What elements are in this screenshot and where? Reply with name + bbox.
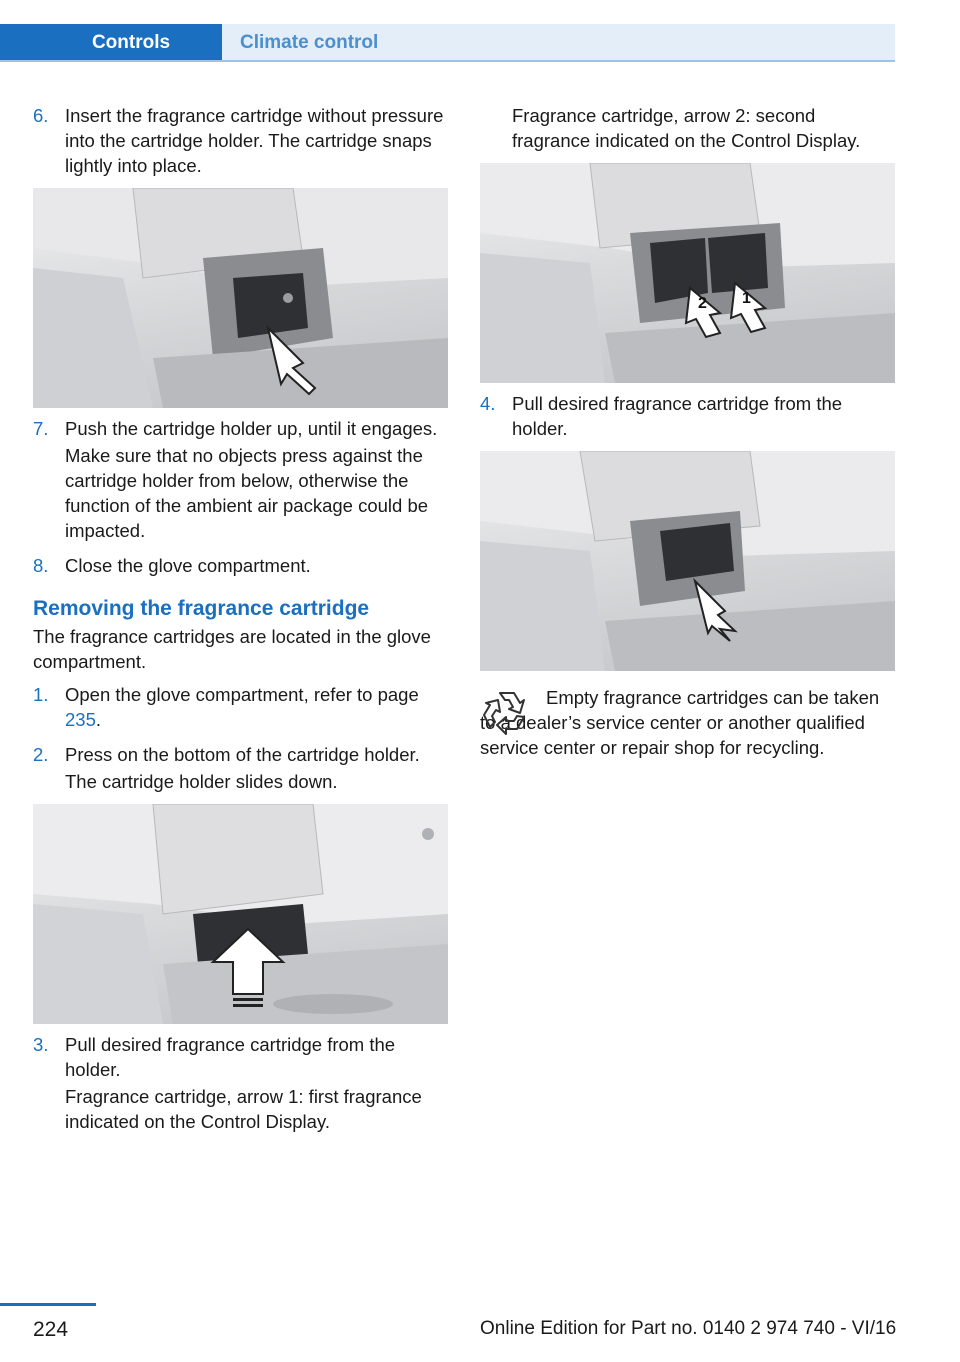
remove-step-3-continued — [480, 103, 895, 153]
step-number: 8. — [33, 555, 49, 576]
step-number: 7. — [33, 418, 49, 439]
step-number: 1. — [33, 684, 49, 705]
photo-pull-cartridge — [480, 451, 895, 671]
footer-accent-line — [0, 1303, 96, 1306]
step-text: Open the glove compartment, refer to page 235. — [65, 684, 419, 730]
header-tab-climate-control[interactable]: Climate control — [222, 24, 895, 62]
step-text: Pull desired fragrance cartridge from the holder. — [512, 393, 843, 439]
arrow-label: 2 — [698, 295, 707, 312]
header-tab-controls[interactable]: Controls — [0, 24, 222, 62]
recycling-icon — [480, 685, 534, 739]
step-6 — [33, 103, 448, 178]
photo-press-holder — [33, 804, 448, 1024]
photo-arrows-1-2 — [480, 163, 895, 383]
page-reference-link[interactable]: 235 — [65, 709, 96, 730]
page-header — [0, 0, 895, 62]
recycling-text: Empty fragrance cartridges can be taken to a dealer’s service center or another qualified service center or repair shop for recycling. — [480, 687, 880, 758]
step-text: Push the cartridge holder up, until it engages. — [65, 418, 438, 439]
step-7 — [33, 416, 448, 543]
step-note: The cartridge holder slides down. — [65, 771, 338, 792]
remove-step-2 — [33, 742, 448, 794]
arrow-label: 1 — [742, 290, 751, 307]
edition-text: Online Edition for Part no. 0140 2 974 740 - VI/16 — [480, 1318, 897, 1339]
step-number: 6. — [33, 105, 49, 126]
page-number: 224 — [33, 1318, 69, 1341]
step-number: 2. — [33, 744, 49, 765]
remove-step-3 — [33, 1032, 448, 1134]
photo-insert-cartridge — [33, 188, 448, 408]
step-8 — [33, 553, 448, 578]
step-note: Make sure that no objects press against the cartridge holder from below, otherwise the function of the ambient air package could be impacted. — [65, 445, 429, 541]
header-divider — [0, 60, 895, 62]
remove-step-4 — [480, 391, 895, 441]
recycling-note — [480, 685, 895, 760]
step-number: 4. — [480, 393, 496, 414]
step-number: 3. — [33, 1034, 49, 1055]
step-text: Press on the bottom of the cartridge holder. — [65, 744, 420, 765]
step-note: Fragrance cartridge, arrow 1: first fragrance indicated on the Control Display. — [65, 1086, 422, 1132]
remove-step-1 — [33, 682, 448, 732]
step-text: Close the glove compartment. — [65, 555, 311, 576]
section-title: Removing the fragrance cartridge — [33, 597, 370, 620]
step-text: Insert the fragrance cartridge without pressure into the cartridge holder. The cartridge snaps lightly into place. — [65, 105, 444, 176]
left-column — [33, 103, 448, 1136]
right-column — [480, 103, 895, 760]
section-intro: The fragrance cartridges are located in the glove compartment. — [33, 626, 431, 672]
step-note: Fragrance cartridge, arrow 2: second fragrance indicated on the Control Display. — [512, 105, 861, 151]
step-text: Pull desired fragrance cartridge from the holder. — [65, 1034, 396, 1080]
